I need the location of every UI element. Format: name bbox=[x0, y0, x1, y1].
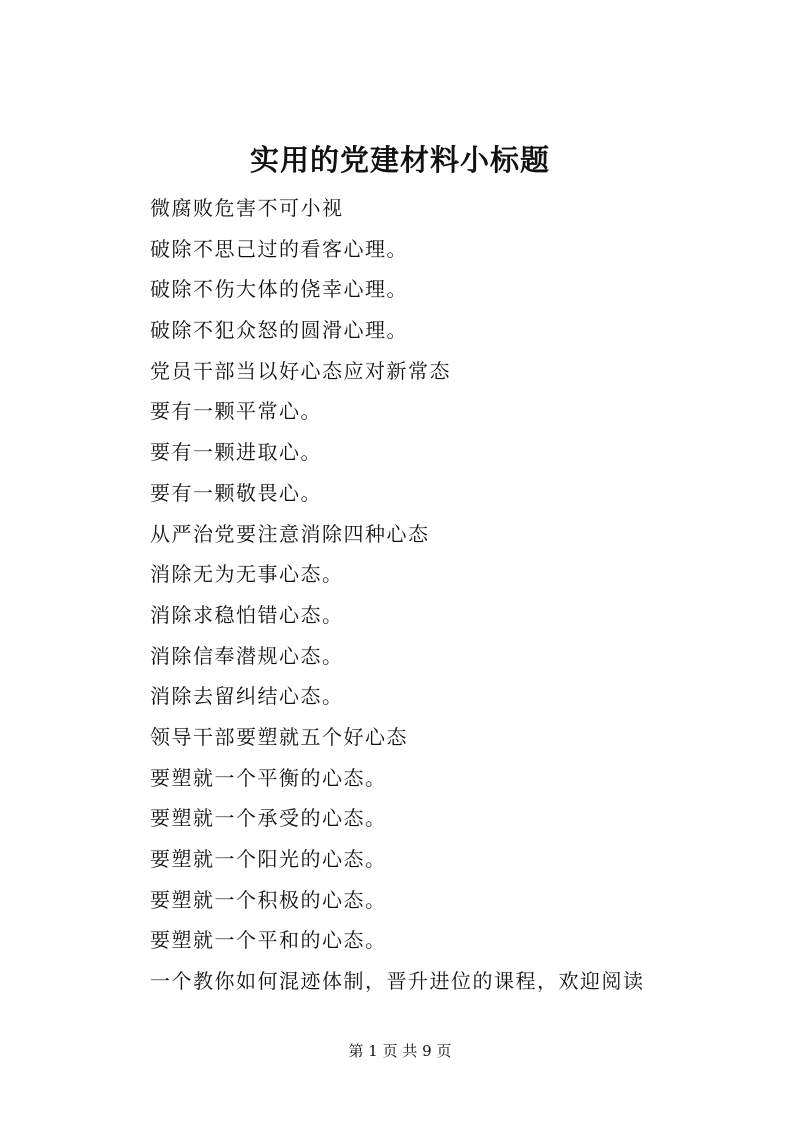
body-line: 要塑就一个积极的心态。 bbox=[150, 887, 387, 912]
body-line: 要塑就一个平衡的心态。 bbox=[150, 765, 387, 790]
body-line: 要塑就一个承受的心态。 bbox=[150, 806, 387, 831]
body-line: 微腐败危害不可小视 bbox=[150, 196, 344, 220]
body-line: 破除不伤大体的侥幸心理。 bbox=[150, 277, 408, 302]
document-title: 实用的党建材料小标题 bbox=[249, 143, 550, 177]
body-line: 消除无为无事心态。 bbox=[150, 562, 344, 587]
body-line: 消除去留纠结心态。 bbox=[150, 684, 344, 709]
body-line: 一个教你如何混迹体制，晋升进位的课程，欢迎阅读 bbox=[150, 969, 645, 994]
body-line: 消除求稳怕错心态。 bbox=[150, 602, 344, 627]
body-line: 破除不思己过的看客心理。 bbox=[150, 236, 408, 261]
document-body bbox=[150, 188, 770, 1002]
body-line: 党员干部当以好心态应对新常态 bbox=[150, 358, 451, 383]
body-line: 要有一颗敬畏心。 bbox=[150, 480, 322, 505]
body-line: 从严治党要注意消除四种心态 bbox=[150, 521, 430, 546]
page-number-footer: 第 1 页 共 9 页 bbox=[348, 1042, 452, 1060]
body-line: 要有一颗平常心。 bbox=[150, 399, 322, 424]
body-line: 要塑就一个阳光的心态。 bbox=[150, 847, 387, 871]
body-line: 要有一颗进取心。 bbox=[150, 440, 322, 465]
body-line: 破除不犯众怒的圆滑心理。 bbox=[150, 318, 408, 343]
body-line: 要塑就一个平和的心态。 bbox=[150, 928, 387, 953]
body-line: 消除信奉潜规心态。 bbox=[150, 643, 344, 668]
body-line: 领导干部要塑就五个好心态 bbox=[150, 724, 408, 749]
